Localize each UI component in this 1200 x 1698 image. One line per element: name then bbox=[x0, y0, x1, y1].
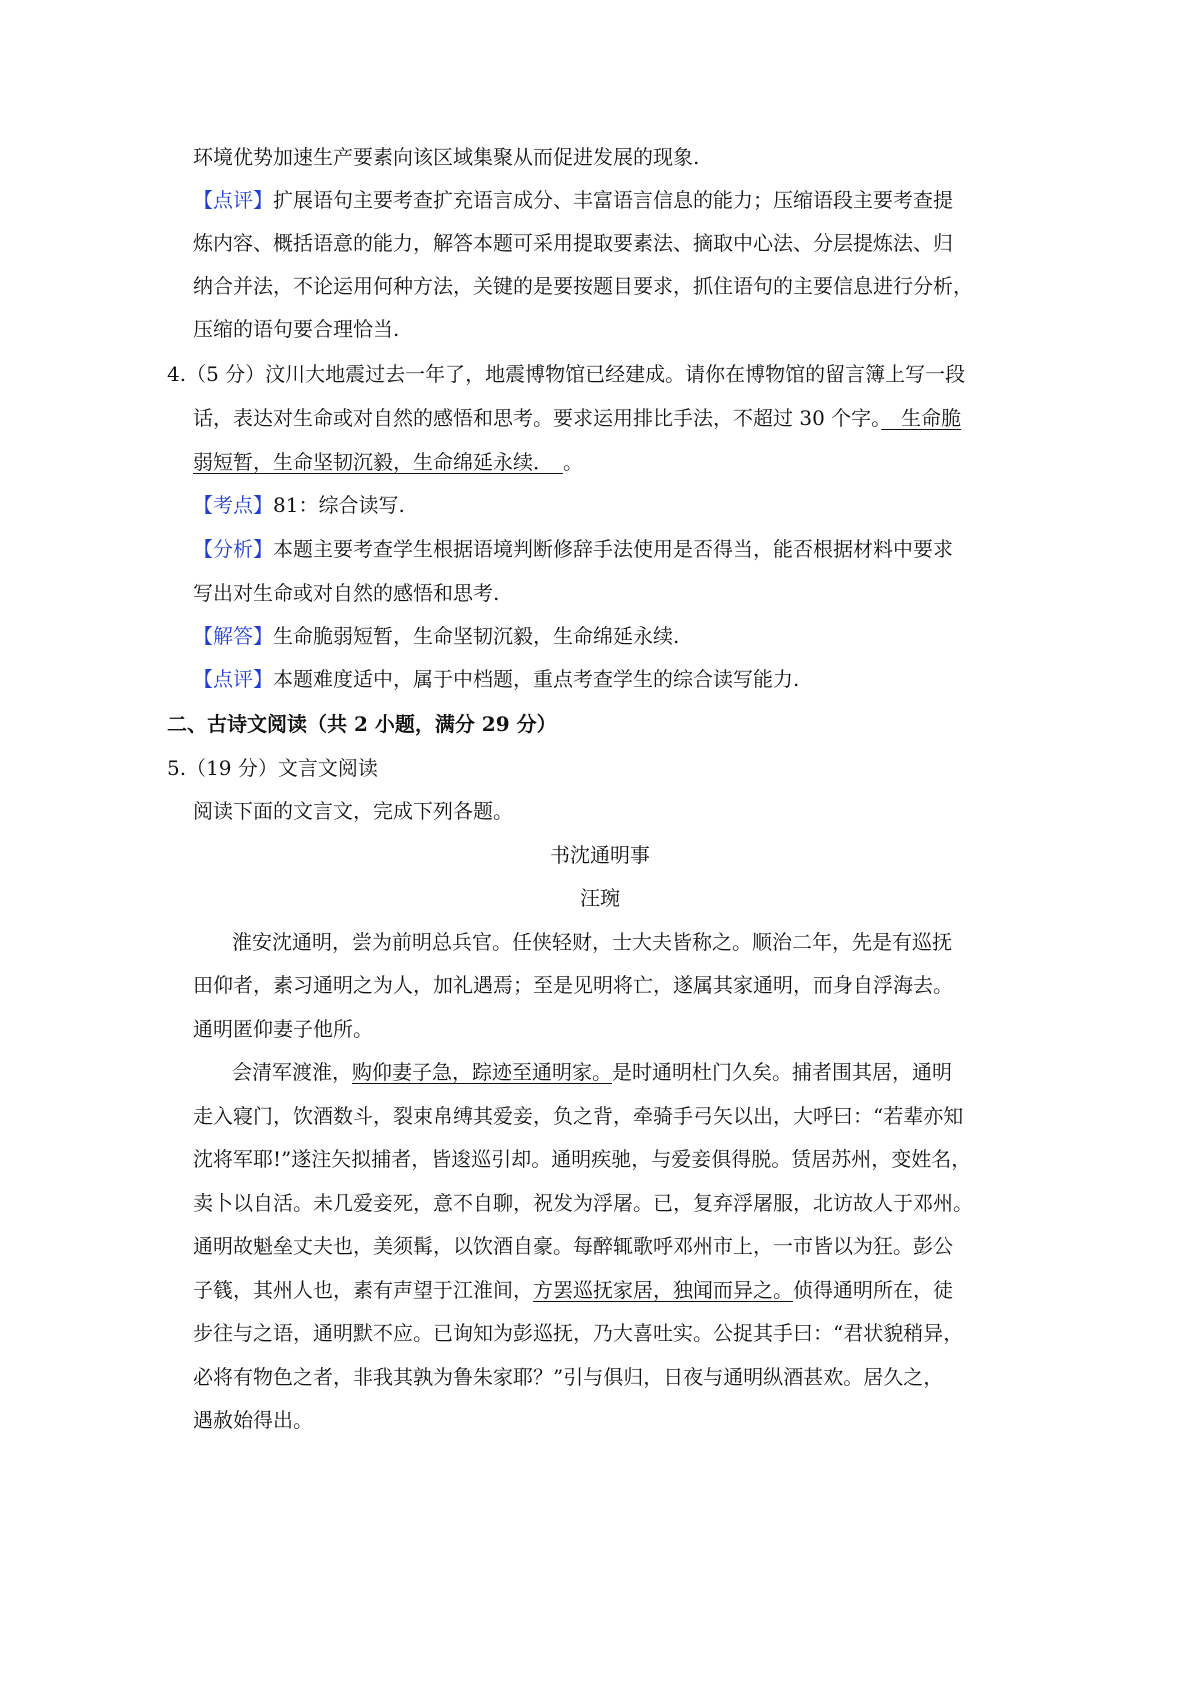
passage-p1-line-3: 通明匿仰妻子他所。 bbox=[193, 1017, 373, 1041]
prev-comment-line-2: 炼内容、概括语意的能力，解答本题可采用提取要素法、摘取中心法、分层提炼法、归 bbox=[193, 231, 953, 255]
passage-p2-line-9: 遇赦始得出。 bbox=[193, 1408, 313, 1432]
underlined-sentence-2: 方罢巡抚家居，独闻而异之。 bbox=[533, 1278, 793, 1302]
passage-p1-line-1: 淮安沈通明，尝为前明总兵官。任侠轻财，士大夫皆称之。顺治二年，先是有巡抚 bbox=[232, 930, 952, 954]
prev-comment-line-3: 纳合并法，不论运用何种方法，关键的是要按题目要求，抓住语句的主要信息进行分析， bbox=[193, 274, 973, 298]
question-4-line-1: 4.（5 分）汶川大地震过去一年了，地震博物馆已经建成。请你在博物馆的留言簿上写一段 bbox=[167, 362, 966, 386]
passage-p2-line-2: 走入寝门，饮酒数斗，裂束帛缚其爱妾，负之背，牵骑手弓矢以出，大呼曰：“若辈亦知 bbox=[193, 1104, 964, 1128]
question-4-answer-part-1: 生命脆 bbox=[881, 406, 962, 430]
passage-p1-line-2: 田仰者，素习通明之为人，加礼遇焉；至是见明将亡，遂属其家通明，而身自浮海去。 bbox=[193, 973, 953, 997]
passage-p2-line-4: 卖卜以自活。未几爱妾死，意不自聊，祝发为浮屠。已，复弃浮屠服，北访故人于邓州。 bbox=[193, 1191, 973, 1215]
passage-p2-line-5: 通明故魁垒丈夫也，美须髯，以饮酒自豪。每醉辄歌呼邓州市上，一市皆以为狂。彭公 bbox=[193, 1234, 953, 1258]
jieda-tag: 【解答】 bbox=[193, 624, 273, 648]
section-2-heading: 二、古诗文阅读（共 2 小题，满分 29 分） bbox=[167, 712, 557, 736]
question-4-jieda: 【解答】生命脆弱短暂，生命坚韧沉毅，生命绵延永续. bbox=[193, 624, 680, 648]
kaodian-tag: 【考点】 bbox=[193, 493, 273, 517]
question-4-kaodian: 【考点】81：综合读写. bbox=[193, 493, 405, 517]
prev-comment-line-1: 【点评】扩展语句主要考查扩充语言成分、丰富语言信息的能力；压缩语段主要考查提 bbox=[193, 188, 953, 212]
passage-p2-line-3: 沈将军耶!”遂注矢拟捕者，皆逡巡引却。通明疾驰，与爱妾俱得脱。赁居苏州，变姓名， bbox=[193, 1147, 972, 1171]
question-4-dianping: 【点评】本题难度适中，属于中档题，重点考查学生的综合读写能力. bbox=[193, 667, 800, 691]
dianping-tag: 【点评】 bbox=[193, 667, 273, 691]
question-4-fenxi-line-1: 【分析】本题主要考查学生根据语境判断修辞手法使用是否得当，能否根据材料中要求 bbox=[193, 537, 953, 561]
question-4-line-3: 弱短暂，生命坚韧沉毅，生命绵延永续． 。 bbox=[193, 450, 583, 474]
question-4-line-2: 话，表达对生命或对自然的感悟和思考。要求运用排比手法，不超过 30 个字。 生命脆 bbox=[193, 406, 962, 430]
passage-p2-line-8: 必将有物色之者，非我其孰为鲁朱家耶？”引与俱归，日夜与通明纵酒甚欢。居久之， bbox=[193, 1365, 944, 1389]
passage-title: 书沈通明事 bbox=[550, 843, 650, 867]
question-5-instruction: 阅读下面的文言文，完成下列各题。 bbox=[193, 799, 513, 823]
prev-answer-tail: 环境优势加速生产要素向该区域集聚从而促进发展的现象. bbox=[193, 145, 700, 169]
passage-p2-line-6: 子篯，其州人也，素有声望于江淮间，方罢巡抚家居，独闻而异之。侦得通明所在，徒 bbox=[193, 1278, 953, 1302]
fenxi-tag: 【分析】 bbox=[193, 537, 273, 561]
underlined-sentence-1: 购仰妻子急，踪迹至通明家。 bbox=[352, 1060, 612, 1084]
passage-author: 汪琬 bbox=[580, 886, 620, 910]
question-4-answer-part-2: 弱短暂，生命坚韧沉毅，生命绵延永续． bbox=[193, 450, 563, 474]
question-4-fenxi-line-2: 写出对生命或对自然的感悟和思考. bbox=[193, 581, 500, 605]
prev-comment-line-4: 压缩的语句要合理恰当. bbox=[193, 317, 400, 341]
passage-p2-line-1: 会清军渡淮，购仰妻子急，踪迹至通明家。是时通明杜门久矣。捕者围其居，通明 bbox=[232, 1060, 952, 1084]
passage-p2-line-7: 步往与之语，通明默不应。已询知为彭巡抚，乃大喜吐实。公捉其手曰：“君状貌稍异， bbox=[193, 1321, 964, 1345]
question-5-line-1: 5.（19 分）文言文阅读 bbox=[167, 756, 378, 780]
comment-tag: 【点评】 bbox=[193, 188, 273, 212]
